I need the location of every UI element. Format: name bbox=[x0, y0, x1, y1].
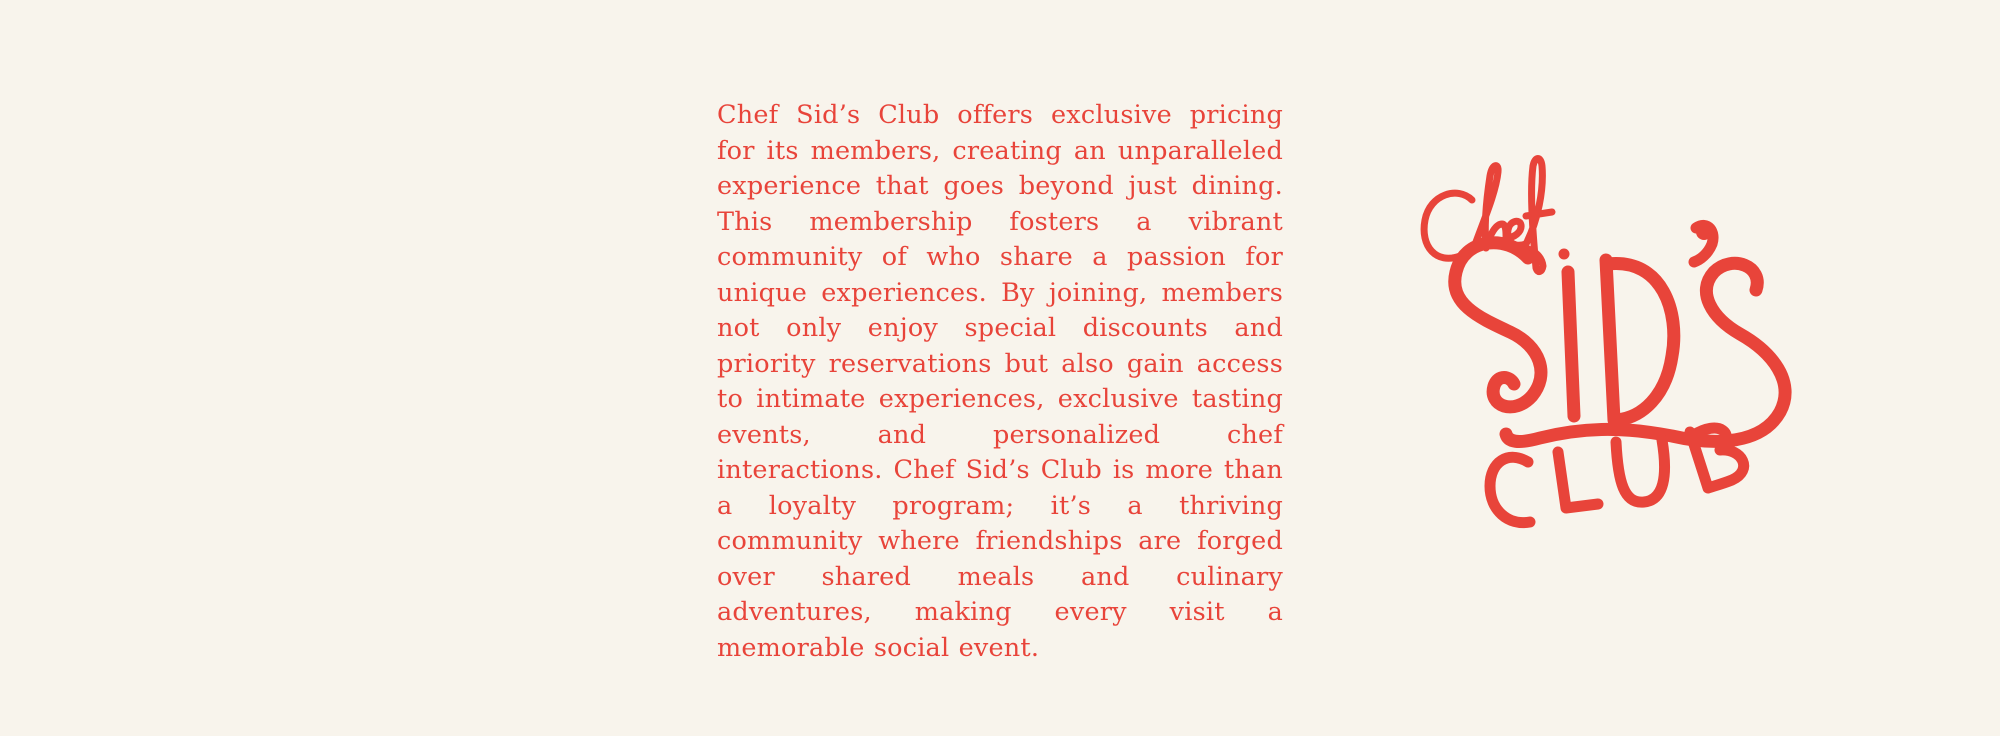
club-description: Chef Sid’s Club offers exclusive pricing for its members, creating an unparalleled experience that goes beyond just dining. This membership fosters a vibrant community of who share a passion for unique experiences. By joining, members not only enjoy special discounts and priority reservations but also gain access to intimate experiences, exclusive tasting events, and personalized chef interactions. Chef Sid’s Club is more than a loyalty program; it’s a thriving community where friendships are forged over shared meals and culinary adventures, making every visit a memorable social event. bbox=[717, 100, 1283, 663]
logo-artwork bbox=[1410, 150, 1810, 590]
chef-sids-club-logo bbox=[1410, 150, 1810, 590]
logo-word-sid bbox=[1455, 243, 1674, 420]
